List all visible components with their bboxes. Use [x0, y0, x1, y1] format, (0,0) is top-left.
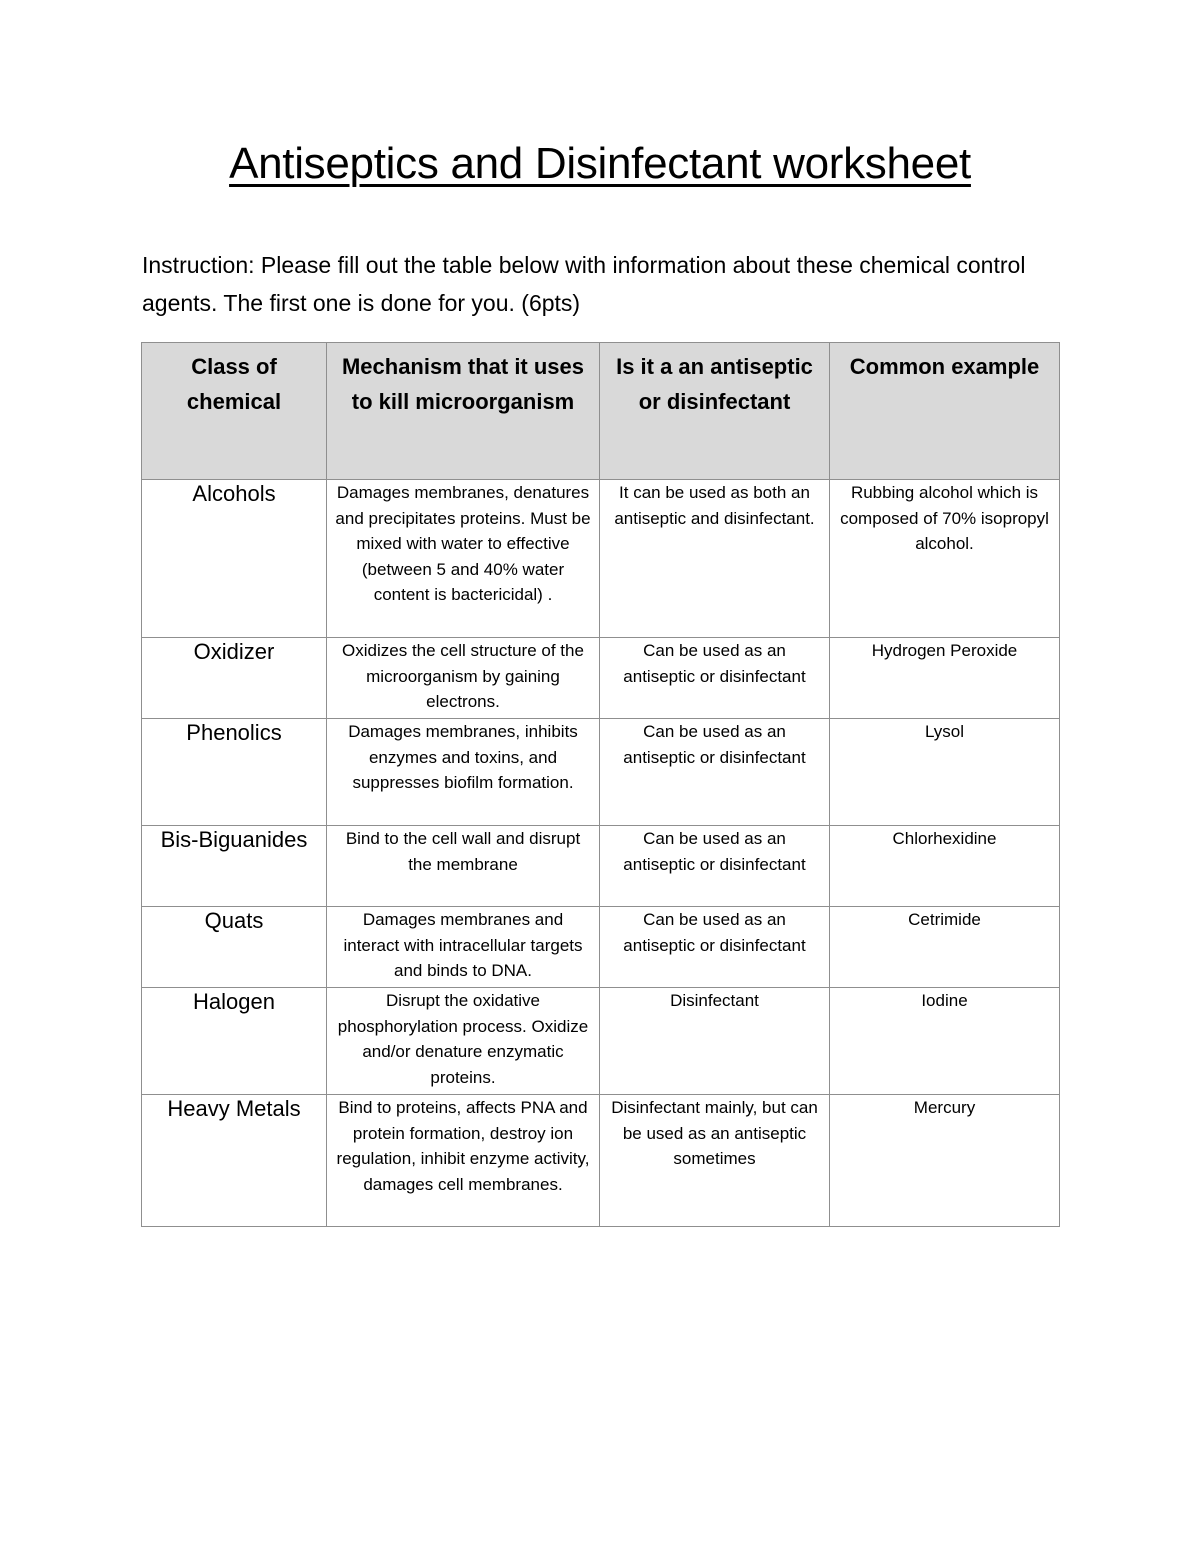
type-cell: Disinfectant mainly, but can be used as an antiseptic sometimes	[600, 1095, 830, 1227]
type-cell: Can be used as an antiseptic or disinfectant	[600, 826, 830, 907]
example-cell: Lysol	[830, 719, 1060, 826]
example-cell: Chlorhexidine	[830, 826, 1060, 907]
chemical-agents-table	[141, 342, 1060, 1227]
table-header-row	[142, 343, 1060, 480]
mechanism-cell: Disrupt the oxidative phosphorylation process. Oxidize and/or denature enzymatic proteins.	[327, 988, 600, 1095]
class-cell: Quats	[142, 907, 327, 988]
header-example: Common example	[830, 343, 1060, 480]
table-row	[142, 907, 1060, 988]
type-cell: It can be used as both an antiseptic and disinfectant.	[600, 480, 830, 638]
mechanism-cell: Damages membranes, denatures and precipitates proteins. Must be mixed with water to effective (between 5 and 40% water content is bactericidal) .	[327, 480, 600, 638]
instruction-text: Instruction: Please fill out the table below with information about these chemical control agents. The first one is done for you. (6pts)	[142, 252, 1026, 316]
class-cell: Bis-Biguanides	[142, 826, 327, 907]
mechanism-cell: Damages membranes, inhibits enzymes and toxins, and suppresses biofilm formation.	[327, 719, 600, 826]
type-cell: Disinfectant	[600, 988, 830, 1095]
type-cell: Can be used as an antiseptic or disinfectant	[600, 907, 830, 988]
mechanism-cell: Bind to proteins, affects PNA and protein formation, destroy ion regulation, inhibit enzyme activity, damages cell membranes.	[327, 1095, 600, 1227]
example-cell: Cetrimide	[830, 907, 1060, 988]
table-row	[142, 638, 1060, 719]
class-cell: Heavy Metals	[142, 1095, 327, 1227]
example-cell: Rubbing alcohol which is composed of 70% isopropyl alcohol.	[830, 480, 1060, 638]
table-row	[142, 719, 1060, 826]
class-cell: Oxidizer	[142, 638, 327, 719]
table-row	[142, 480, 1060, 638]
table-row	[142, 1095, 1060, 1227]
class-cell: Halogen	[142, 988, 327, 1095]
header-type: Is it a an antiseptic or disinfectant	[600, 343, 830, 480]
example-cell: Mercury	[830, 1095, 1060, 1227]
mechanism-cell: Damages membranes and interact with intracellular targets and binds to DNA.	[327, 907, 600, 988]
example-cell: Hydrogen Peroxide	[830, 638, 1060, 719]
header-class: Class of chemical	[142, 343, 327, 480]
mechanism-cell: Oxidizes the cell structure of the microorganism by gaining electrons.	[327, 638, 600, 719]
type-cell: Can be used as an antiseptic or disinfectant	[600, 719, 830, 826]
mechanism-cell: Bind to the cell wall and disrupt the membrane	[327, 826, 600, 907]
class-cell: Alcohols	[142, 480, 327, 638]
header-mechanism: Mechanism that it uses to kill microorganism	[327, 343, 600, 480]
page-title: Antiseptics and Disinfectant worksheet	[229, 139, 971, 188]
table-row	[142, 826, 1060, 907]
type-cell: Can be used as an antiseptic or disinfectant	[600, 638, 830, 719]
example-cell: Iodine	[830, 988, 1060, 1095]
table-row	[142, 988, 1060, 1095]
class-cell: Phenolics	[142, 719, 327, 826]
